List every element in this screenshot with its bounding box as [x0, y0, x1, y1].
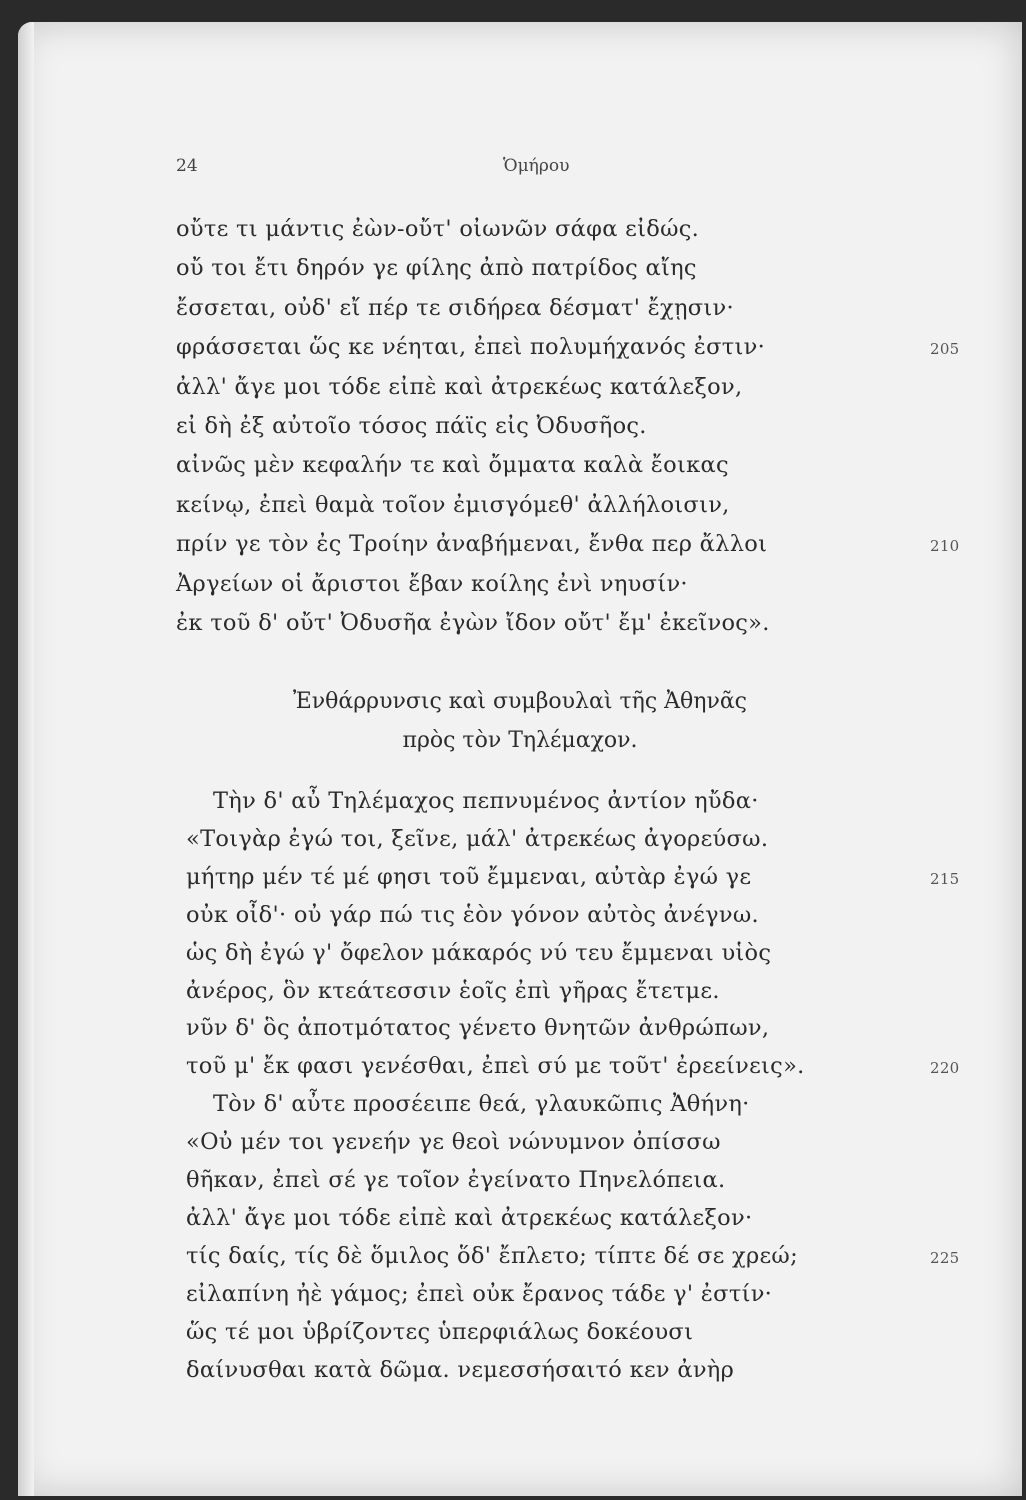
verse-line: [18, 1163, 1022, 1197]
verse-line: [18, 251, 1022, 285]
verse-text: «Οὐ μέν τοι γενεήν γε θεοὶ νώνυμνον ὀπίσσω: [186, 1129, 721, 1156]
verse-text: ἔσσεται, οὐδ' εἴ πέρ τε σιδήρεα δέσματ' ἔχῃσιν·: [176, 294, 734, 321]
verse-text: οὔτε τι μάντις ἐὼν-οὔτ' οἰωνῶν σάφα εἰδώς.: [176, 216, 700, 242]
verse-text: Τὴν δ' αὖ Τηλέμαχος πεπνυμένος ἀντίον ηὔδα·: [213, 788, 759, 814]
verse-text: ἀλλ' ἄγε μοι τόδε εἰπὲ καὶ ἀτρεκέως κατάλεξον·: [186, 1204, 753, 1231]
verse-line: [18, 1239, 1022, 1273]
verse-line: [18, 370, 1022, 404]
section-heading-line-1: Ἐνθάρρυνσις καὶ συμβουλαὶ τῆς Ἀθηνᾶς: [292, 689, 748, 714]
book-page: [18, 22, 1022, 1496]
line-number: 215: [930, 869, 960, 888]
section-heading-line-2: πρὸς τὸν Τηλέμαχον.: [402, 728, 638, 753]
verse-text: ἐκ τοῦ δ' οὔτ' Ὀδυσῆα ἐγὼν ἴδον οὔτ' ἔμ' ἐκεῖνος».: [176, 610, 770, 636]
running-title: Ὁμήρου: [503, 156, 570, 176]
verse-text: νῦν δ' ὃς ἀποτμότατος γένετο θνητῶν ἀνθρώπων,: [186, 1015, 770, 1042]
verse-text: Ἀργείων οἱ ἄριστοι ἔβαν κοίλης ἐνὶ νηυσίν·: [176, 570, 688, 597]
line-number: 220: [930, 1059, 960, 1078]
verse-text: οὐκ οἶδ'· οὐ γάρ πώ τις ἑὸν γόνον αὐτὸς ἀνέγνω.: [186, 901, 759, 928]
verse-line: [18, 330, 1022, 364]
verse-text: πρίν γε τὸν ἐς Τροίην ἀναβήμεναι, ἔνθα περ ἄλλοι: [176, 531, 768, 558]
page-header: [18, 156, 1022, 186]
verse-line: [18, 1087, 1022, 1121]
verse-line: [18, 1315, 1022, 1349]
line-number: 205: [930, 340, 960, 359]
verse-line: [18, 488, 1022, 522]
verse-text: ἀλλ' ἄγε μοι τόδε εἰπὲ καὶ ἀτρεκέως κατάλεξον,: [176, 373, 743, 400]
verse-text: δαίνυσθαι κατὰ δῶμα. νεμεσσήσαιτό κεν ἀνὴρ: [186, 1356, 735, 1383]
verse-line: [18, 212, 1022, 246]
verse-line: [18, 409, 1022, 443]
verse-text: Τὸν δ' αὖτε προσέειπε θεά, γλαυκῶπις Ἀθήνη·: [213, 1091, 750, 1118]
verse-line: [18, 860, 1022, 894]
verse-line: [18, 1353, 1022, 1387]
verse-text: κείνῳ, ἐπεὶ θαμὰ τοῖον ἐμισγόμεθ' ἀλλήλοισιν,: [176, 491, 730, 518]
verse-line: [18, 1049, 1022, 1083]
verse-text: τοῦ μ' ἔκ φασι γενέσθαι, ἐπεὶ σύ με τοῦτ' ἐρεείνεις».: [186, 1053, 805, 1080]
verse-text: «Τοιγὰρ ἐγώ τοι, ξεῖνε, μάλ' ἀτρεκέως ἀγορεύσω.: [186, 825, 769, 852]
verse-text: τίς δαίς, τίς δὲ ὅμιλος ὅδ' ἔπλετο; τίπτε δέ σε χρεώ;: [186, 1242, 798, 1269]
line-number: 225: [930, 1248, 960, 1267]
verse-text: μήτηρ μέν τέ μέ φησι τοῦ ἔμμεναι, αὐτὰρ ἐγώ γε: [186, 863, 752, 890]
verse-text: εἰ δὴ ἐξ αὐτοῖο τόσος πάϊς εἰς Ὀδυσῆος.: [176, 413, 647, 439]
verse-text: εἰλαπίνη ἠὲ γάμος; ἐπεὶ οὐκ ἔρανος τάδε γ' ἐστίν·: [186, 1280, 773, 1307]
page-number: 24: [176, 156, 198, 176]
verse-line: [18, 527, 1022, 561]
verse-text: οὔ τοι ἔτι δηρόν γε φίλης ἀπὸ πατρίδος αἴης: [176, 255, 697, 282]
verse-line: [18, 1125, 1022, 1159]
verse-line: [18, 291, 1022, 325]
verse-line: [18, 784, 1022, 818]
verse-line: [18, 936, 1022, 970]
verse-line: [18, 1201, 1022, 1235]
verse-line: [18, 1011, 1022, 1045]
verse-text: ὡς δὴ ἐγώ γ' ὄφελον μάκαρός νύ τευ ἔμμεναι υἱὸς: [186, 939, 772, 966]
verse-line: [18, 822, 1022, 856]
verse-text: φράσσεται ὥς κε νέηται, ἐπεὶ πολυμήχανός ἐστιν·: [176, 334, 766, 361]
verse-text: αἰνῶς μὲν κεφαλήν τε καὶ ὄμματα καλὰ ἔοικας: [176, 452, 729, 479]
verse-line: [18, 567, 1022, 601]
verse-line: [18, 898, 1022, 932]
verse-text: ἀνέρος, ὃν κτεάτεσσιν ἑοῖς ἐπὶ γῆρας ἔτετμε.: [186, 977, 720, 1004]
verse-line: [18, 1277, 1022, 1311]
verse-text: θῆκαν, ἐπεὶ σέ γε τοῖον ἐγείνατο Πηνελόπεια.: [186, 1167, 726, 1193]
verse-text: ὥς τέ μοι ὑβρίζοντες ὑπερφιάλως δοκέουσι: [186, 1318, 694, 1345]
line-number: 210: [930, 537, 960, 556]
verse-line: [18, 974, 1022, 1008]
verse-line: [18, 606, 1022, 640]
verse-line: [18, 448, 1022, 482]
